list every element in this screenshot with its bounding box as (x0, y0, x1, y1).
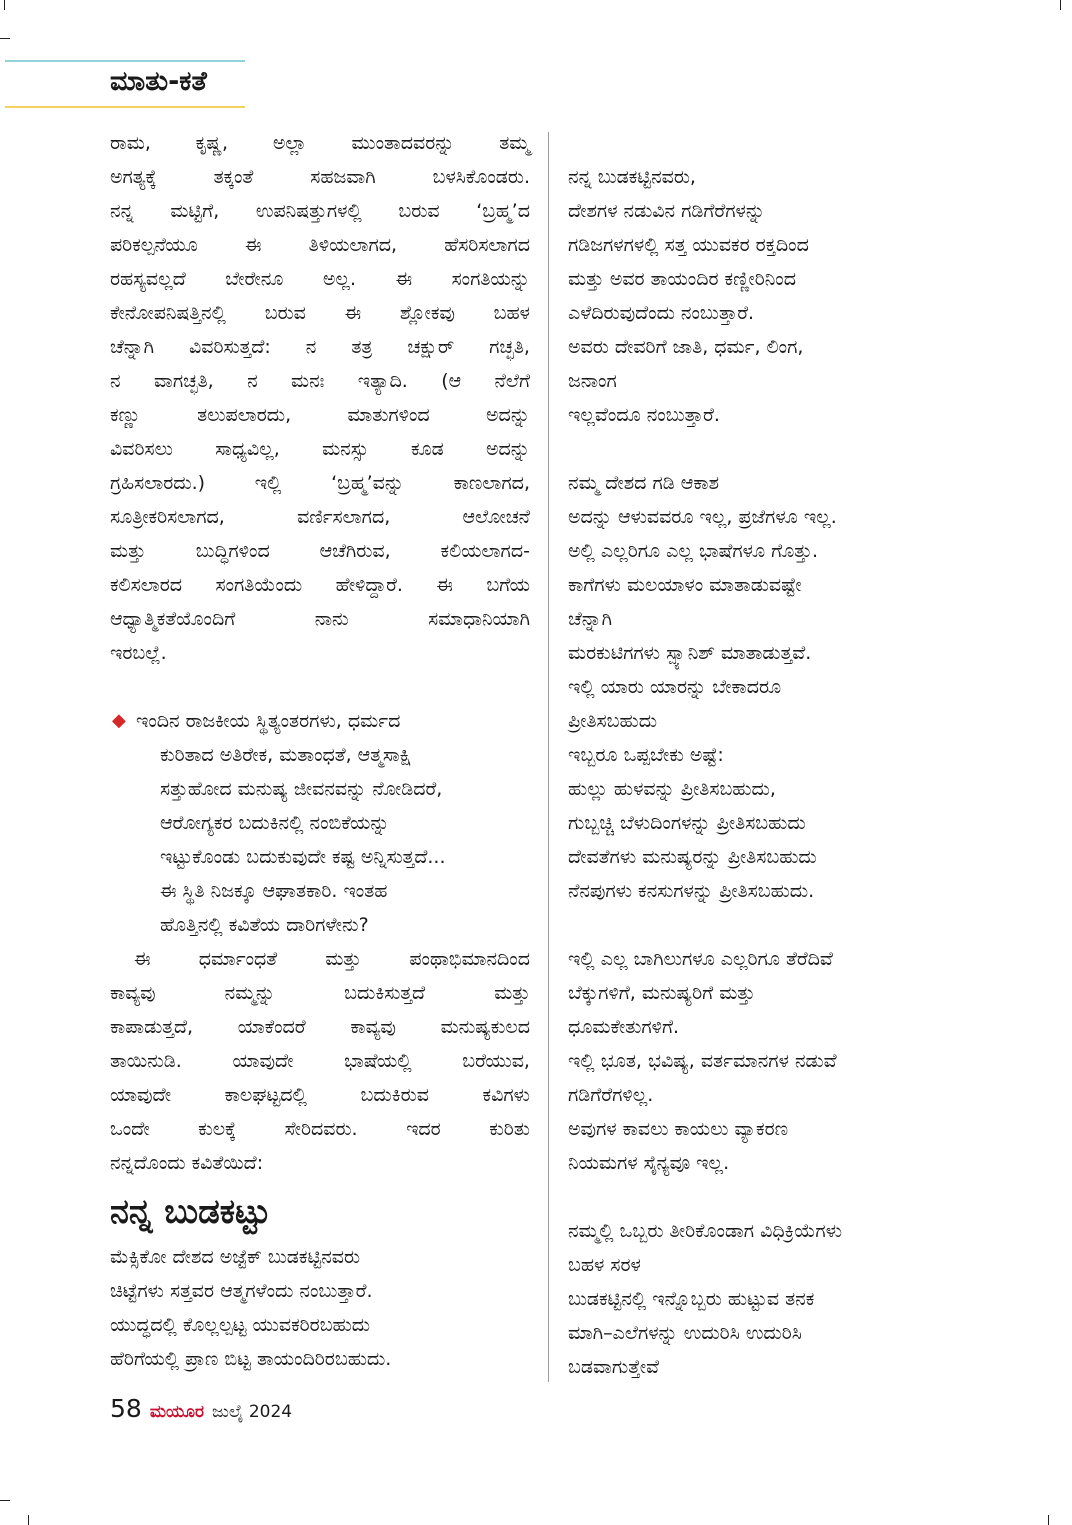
interview-question (110, 704, 530, 942)
word: ಕಾಲಘಟ್ಟದಲ್ಲಿ (224, 1084, 307, 1106)
text-line: ಯುದ್ಧದಲ್ಲಿ ಕೊಲ್ಲಲ್ಪಟ್ಟ ಯುವಕರಿರಬಹುದು (110, 1314, 371, 1336)
word: ಶ್ಲೋಕವು (399, 302, 455, 324)
justified-line (110, 194, 530, 228)
justified-line (110, 466, 530, 500)
word: ಇತ್ಯಾದಿ. (357, 370, 408, 392)
word: ಕಣ್ಣು (110, 404, 141, 426)
section-header (0, 60, 245, 108)
word: ಚಕ್ಷುರ್ (407, 336, 455, 358)
justified-line (110, 534, 530, 568)
text-line: ಇಲ್ಲವೆಂದೂ ನಂಬುತ್ತಾರೆ. (568, 404, 720, 426)
word: ಆಲೋಚನೆ (462, 506, 530, 528)
poem-stanza (568, 466, 1008, 908)
text-line: ನೆನಪುಗಳು ಕನಸುಗಳನ್ನು ಪ್ರೀತಿಸಬಹುದು. (568, 880, 815, 902)
header-bottom-rule (5, 106, 245, 108)
word: ಬಗೆಯ (486, 574, 530, 596)
text-line: ಚಿಟ್ಟೆಗಳು ಸತ್ತವರ ಆತ್ಮಗಳೆಂದು ನಂಬುತ್ತಾರೆ. (110, 1280, 373, 1302)
right-column (568, 160, 1008, 1384)
crop-mark (4, 0, 5, 10)
poem-title: ನನ್ನ ಬುಡಕಟ್ಟು (110, 1192, 271, 1232)
word: ಕುರಿತು (489, 1118, 530, 1140)
word: ಸಂಗತಿಯೆಂದು (215, 574, 303, 596)
text-line: ಎಳೆದಿರುವುದೆಂದು ನಂಬುತ್ತಾರೆ. (568, 302, 755, 324)
text-line: ಮಾಗಿ–ಎಲೆಗಳನ್ನು ಉದುರಿಸಿ ಉದುರಿಸಿ (568, 1322, 802, 1344)
text-line: ನಮ್ಮಲ್ಲಿ ಒಬ್ಬರು ತೀರಿಕೊಂಡಾಗ ವಿಧಿಕ್ರಿಯೆಗಳು (568, 1220, 843, 1242)
spacer (568, 1180, 1008, 1214)
word: ಈ (395, 268, 413, 290)
justified-line (110, 160, 530, 194)
word: ಮತ್ತು (494, 982, 530, 1004)
word: ಇಲ್ಲಿ (254, 472, 282, 494)
word: ಅಗತ್ಯಕ್ಕೆ (110, 166, 157, 188)
text-line: ಮತ್ತು ಅವರ ತಾಯಂದಿರ ಕಣ್ಣೀರಿನಿಂದ (568, 268, 796, 290)
word: ರಹಸ್ಯವಲ್ಲದೆ (110, 268, 186, 290)
text-line: ಗಡಿಜಗಳಗಳಲ್ಲಿ ಸತ್ತ ಯುವಕರ ರಕ್ತದಿಂದ (568, 234, 809, 256)
intro-paragraph (110, 126, 530, 636)
word: ನ (247, 370, 258, 392)
text-line: ಇಬ್ಬರೂ ಒಪ್ಪಬೇಕು ಅಷ್ಟೆ: (568, 744, 724, 766)
paragraph-line: ಇರಬಲ್ಲೆ. (110, 642, 167, 664)
word: ಬೇರೇನೂ (225, 268, 284, 290)
text-line: ಇಂದಿನ ರಾಜಕೀಯ ಸ್ಥಿತ್ಯಂತರಗಳು, ಧರ್ಮದ (136, 710, 401, 732)
word: ಪರಿಕಲ್ಪನೆಯೂ (110, 234, 198, 256)
justified-line (110, 432, 530, 466)
word: ಕಲಿಸಲಾರದ (110, 574, 183, 596)
text-line: ಇಲ್ಲಿ ಭೂತ, ಭವಿಷ್ಯ, ವರ್ತಮಾನಗಳ ನಡುವೆ (568, 1050, 837, 1072)
word: ಈ (436, 574, 453, 596)
word: ತಾಯಿನುಡಿ. (110, 1050, 182, 1072)
word: ಈ (244, 234, 262, 256)
paragraph-line: ನನ್ನದೊಂದು ಕವಿತೆಯಿದೆ: (110, 1152, 264, 1174)
word: ಸಾಧ್ಯವಿಲ್ಲ, (215, 438, 280, 460)
justified-line (110, 1078, 530, 1112)
word: ಬಹಳ (493, 302, 530, 324)
word: ಬುದ್ಧಿಗಳಿಂದ (195, 540, 270, 562)
word: ಮನಃ (291, 370, 325, 392)
text-line: ಬಡವಾಗುತ್ತೇವೆ (568, 1356, 660, 1378)
justified-line (110, 330, 530, 364)
diamond-bullet-icon: ◆ (112, 710, 126, 731)
word: ಪಂಥಾಭಿಮಾನದಿಂದ (409, 948, 530, 970)
poem-stanza (568, 160, 1008, 432)
word: ನೆಲೆಗೆ (494, 370, 530, 392)
text-line: ಗಡಿಗೆರೆಗಳಿಲ್ಲ. (568, 1084, 654, 1106)
word: ತಮ್ಮ (499, 132, 530, 154)
justified-line (110, 228, 530, 262)
word: ಅಲ್ಲ. (322, 268, 357, 290)
word: ಸೇರಿದವರು. (284, 1118, 358, 1140)
word: ಅದನ್ನು (486, 438, 530, 460)
word: ಗಚ್ಛತಿ, (489, 336, 530, 358)
justified-line (110, 364, 530, 398)
crop-mark (0, 1500, 10, 1501)
text-line: ಕುರಿತಾದ ಅತಿರೇಕ, ಮತಾಂಧತೆ, ಆತ್ಮಸಾಕ್ಷಿ (160, 744, 412, 766)
crop-mark (1060, 0, 1061, 10)
text-line: ಇಲ್ಲಿ ಯಾರು ಯಾರನ್ನು ಬೇಕಾದರೂ (568, 676, 782, 698)
crop-mark (0, 38, 10, 39)
word: ನ (110, 370, 121, 392)
text-line: ಇಟ್ಟುಕೊಂಡು ಬದುಕುವುದೇ ಕಷ್ಟ ಅನ್ನಿಸುತ್ತದೆ... (160, 846, 446, 868)
word: ತತ್ರ (351, 336, 373, 358)
word: ಬದುಕಿಸುತ್ತದೆ (344, 982, 426, 1004)
text-line: ಅವರು ದೇವರಿಗೆ ಜಾತಿ, ಧರ್ಮ, ಲಿಂಗ, (568, 336, 804, 358)
poem-stanza (568, 1214, 1008, 1384)
word: ಸಹಜವಾಗಿ (310, 166, 376, 188)
text-line: ಇಲ್ಲಿ ಎಲ್ಲ ಬಾಗಿಲುಗಳೂ ಎಲ್ಲರಿಗೂ ತೆರೆದಿವೆ (568, 948, 833, 970)
word: (ಆ (441, 370, 462, 392)
justified-line (110, 398, 530, 432)
word: ಆಚೆಗಿರುವ, (319, 540, 391, 562)
word: ಮುಂತಾದವರನ್ನು (351, 132, 455, 154)
word: ಸಮಾಧಾನಿಯಾಗಿ (428, 608, 530, 630)
word: ತಕ್ಕಂತೆ (213, 166, 254, 188)
spacer (568, 908, 1008, 942)
justified-line (110, 568, 530, 602)
word: ಉಪನಿಷತ್ತುಗಳಲ್ಲಿ (255, 200, 362, 222)
word: ಯಾವುದೇ (232, 1050, 294, 1072)
issue-date: ಜುಲೈ 2024 (212, 1402, 293, 1422)
word: ನನ್ನ (110, 200, 134, 222)
spacer (568, 432, 1008, 466)
text-line: ಈ ಸ್ಥಿತಿ ನಿಜಕ್ಕೂ ಆಘಾತಕಾರಿ. ಇಂತಹ (160, 880, 388, 902)
left-column (110, 126, 530, 1376)
justified-line (110, 262, 530, 296)
text-line: ಚೆನ್ನಾಗಿ (568, 608, 612, 630)
word: ಸಂಗತಿಯನ್ನು (451, 268, 530, 290)
text-line: ನಿಯಮಗಳ ಸೈನ್ಯವೂ ಇಲ್ಲ. (568, 1152, 730, 1174)
word: ಗ್ರಹಿಸಲಾರದು.) (110, 472, 206, 494)
word: ಕೇನೋಪನಿಷತ್ತಿನಲ್ಲಿ (110, 302, 226, 324)
word: ಬಳಸಿಕೊಂಡರು. (432, 166, 530, 188)
word: ಈ (344, 302, 362, 324)
crop-mark (1048, 1515, 1049, 1525)
word: ನ (305, 336, 317, 358)
page-footer (110, 1394, 292, 1428)
text-line: ಹೆರಿಗೆಯಲ್ಲಿ ಪ್ರಾಣ ಬಿಟ್ಟ ತಾಯಂದಿರಿರಬಹುದು. (110, 1348, 392, 1370)
text-line: ಮರಕುಟಿಗಗಳು ಸ್ಪ್ಯಾನಿಶ್ ಮಾತಾಡುತ್ತವೆ. (568, 642, 812, 664)
text-line: ಅದನ್ನು ಆಳುವವರೂ ಇಲ್ಲ, ಪ್ರಜೆಗಳೂ ಇಲ್ಲ. (568, 506, 837, 528)
word: ಬರುವ (398, 200, 440, 222)
word: ಮನುಷ್ಯಕುಲದ (440, 1016, 530, 1038)
word: ಭಾಷೆಯಲ್ಲಿ (344, 1050, 412, 1072)
justified-line (110, 500, 530, 534)
word: ಹೆಸರಿಸಲಾಗದ (444, 234, 530, 256)
section-label: ಮಾತು-ಕತೆ (110, 66, 207, 97)
word: ‘ಬ್ರಹ್ಮ’ವನ್ನು (331, 472, 404, 494)
justified-line (110, 976, 530, 1010)
text-line: ಗುಬ್ಬಚ್ಚಿ ಬೆಳುದಿಂಗಳನ್ನು ಪ್ರೀತಿಸಬಹುದು (568, 812, 806, 834)
text-line: ಬುಡಕಟ್ಟಿನಲ್ಲಿ ಇನ್ನೊಬ್ಬರು ಹುಟ್ಟುವ ತನಕ (568, 1288, 815, 1310)
text-line: ಪ್ರೀತಿಸಬಹುದು (568, 710, 658, 732)
word: ಮತ್ತು (110, 540, 146, 562)
word: ಈ (134, 948, 151, 970)
poem-stanza (568, 942, 1008, 1180)
word: ಕಾವ್ಯವು (110, 982, 156, 1004)
justified-line (110, 1044, 530, 1078)
text-line: ಹೊತ್ತಿನಲ್ಲಿ ಕವಿತೆಯ ದಾರಿಗಳೇನು? (160, 914, 369, 936)
spacer (110, 670, 530, 704)
column-divider (548, 132, 549, 1382)
justified-line (110, 296, 530, 330)
word: ಕೂಡ (410, 438, 444, 460)
text-line: ಅಲ್ಲಿ ಎಲ್ಲರಿಗೂ ಎಲ್ಲ ಭಾಷೆಗಳೂ ಗೊತ್ತು. (568, 540, 819, 562)
answer-paragraph (110, 942, 530, 1146)
text-line: ಹುಲ್ಲು ಹುಳವನ್ನು ಪ್ರೀತಿಸಬಹುದು, (568, 778, 776, 800)
word: ಚೆನ್ನಾಗಿ (110, 336, 154, 358)
word: ಹೇಳಿದ್ದಾರೆ. (335, 574, 403, 596)
word: ಧರ್ಮಾಂಧತೆ (198, 948, 278, 970)
word: ಮಟ್ಟಿಗೆ, (170, 200, 220, 222)
word: ಅದನ್ನು (486, 404, 530, 426)
text-line: ಆರೋಗ್ಯಕರ ಬದುಕಿನಲ್ಲಿ ನಂಬಿಕೆಯನ್ನು (160, 812, 390, 834)
word: ಕಾವ್ಯವು (350, 1016, 396, 1038)
word: ಮಾತುಗಳಿಂದ (347, 404, 430, 426)
word: ನಮ್ಮನ್ನು (224, 982, 276, 1004)
word: ತಿಳಿಯಲಾಗದ, (308, 234, 398, 256)
word: ವರ್ಣಿಸಲಾಗದ, (297, 506, 391, 528)
text-line: ಕಾಗೆಗಳು ಮಲಯಾಳಂ ಮಾತಾಡುವಷ್ಟೇ (568, 574, 802, 596)
text-line: ಅವುಗಳ ಕಾವಲು ಕಾಯಲು ವ್ಯಾಕರಣ (568, 1118, 789, 1140)
poem-stanza (110, 1240, 530, 1376)
word: ಕೃಷ್ಣ, (195, 132, 229, 154)
word: ಕಾಪಾಡುತ್ತದೆ, (110, 1016, 194, 1038)
word: ರಾಮ, (110, 132, 151, 154)
text-line: ಜನಾಂಗ (568, 370, 617, 392)
word: ‘ಬ್ರಹ್ಮ’ದ (476, 200, 530, 222)
crop-mark (28, 1515, 29, 1525)
word: ವಾಗಚ್ಛತಿ, (153, 370, 214, 392)
text-line: ಬೆಕ್ಕುಗಳಿಗೆ, ಮನುಷ್ಯರಿಗೆ ಮತ್ತು (568, 982, 756, 1004)
text-line: ಮೆಕ್ಸಿಕೋ ದೇಶದ ಅಜ್ಟೆಕ್ ಬುಡಕಟ್ಟಿನವರು (110, 1246, 361, 1268)
justified-line (110, 942, 530, 976)
justified-line (110, 1010, 530, 1044)
word: ಮನಸ್ಸು (322, 438, 369, 460)
word: ಅಲ್ಲಾ (272, 132, 307, 154)
word: ವಿವರಿಸಲು (110, 438, 173, 460)
justified-line (110, 602, 530, 636)
header-top-rule (5, 60, 245, 62)
magazine-name: ಮಯೂರ (149, 1402, 205, 1422)
word: ಆಧ್ಯಾತ್ಮಿಕತೆಯೊಂದಿಗೆ (110, 608, 236, 630)
word: ನಾನು (314, 608, 349, 630)
word: ಬರೆಯುವ, (462, 1050, 530, 1072)
text-line: ಸತ್ತುಹೋದ ಮನುಷ್ಯ ಜೀವನವನ್ನು ನೋಡಿದರೆ, (160, 778, 443, 800)
text-line: ನನ್ನ ಬುಡಕಟ್ಟಿನವರು, (568, 166, 696, 188)
word: ಕಾಣಲಾಗದ, (453, 472, 530, 494)
word: ಕುಲಕ್ಕೆ (198, 1118, 237, 1140)
text-line: ದೇವತೆಗಳು ಮನುಷ್ಯರನ್ನು ಪ್ರೀತಿಸಬಹುದು (568, 846, 817, 868)
word: ತಲುಪಲಾರದು, (197, 404, 292, 426)
word: ಇದರ (406, 1118, 441, 1140)
justified-line (110, 1112, 530, 1146)
text-line: ಧೂಮಕೇತುಗಳಿಗೆ. (568, 1016, 680, 1038)
word: ಸೂತ್ರೀಕರಿಸಲಾಗದ, (110, 506, 225, 528)
word: ಯಾಕೆಂದರೆ (237, 1016, 306, 1038)
page-number: 58 (110, 1394, 142, 1423)
word: ಕವಿಗಳು (482, 1084, 530, 1106)
justified-line (110, 126, 530, 160)
word: ಮತ್ತು (325, 948, 362, 970)
word: ಬದುಕಿರುವ (360, 1084, 429, 1106)
word: ಯಾವುದೇ (110, 1084, 172, 1106)
word: ಕಲಿಯಲಾಗದ- (440, 540, 530, 562)
word: ಒಂದೇ (110, 1118, 150, 1140)
text-line: ದೇಶಗಳ ನಡುವಿನ ಗಡಿಗೆರೆಗಳನ್ನು (568, 200, 765, 222)
word: ವಿವರಿಸುತ್ತದೆ: (189, 336, 271, 358)
word: ಬರುವ (264, 302, 306, 324)
text-line: ನಮ್ಮ ದೇಶದ ಗಡಿ ಆಕಾಶ (568, 472, 719, 494)
text-line: ಬಹಳ ಸರಳ (568, 1254, 641, 1276)
